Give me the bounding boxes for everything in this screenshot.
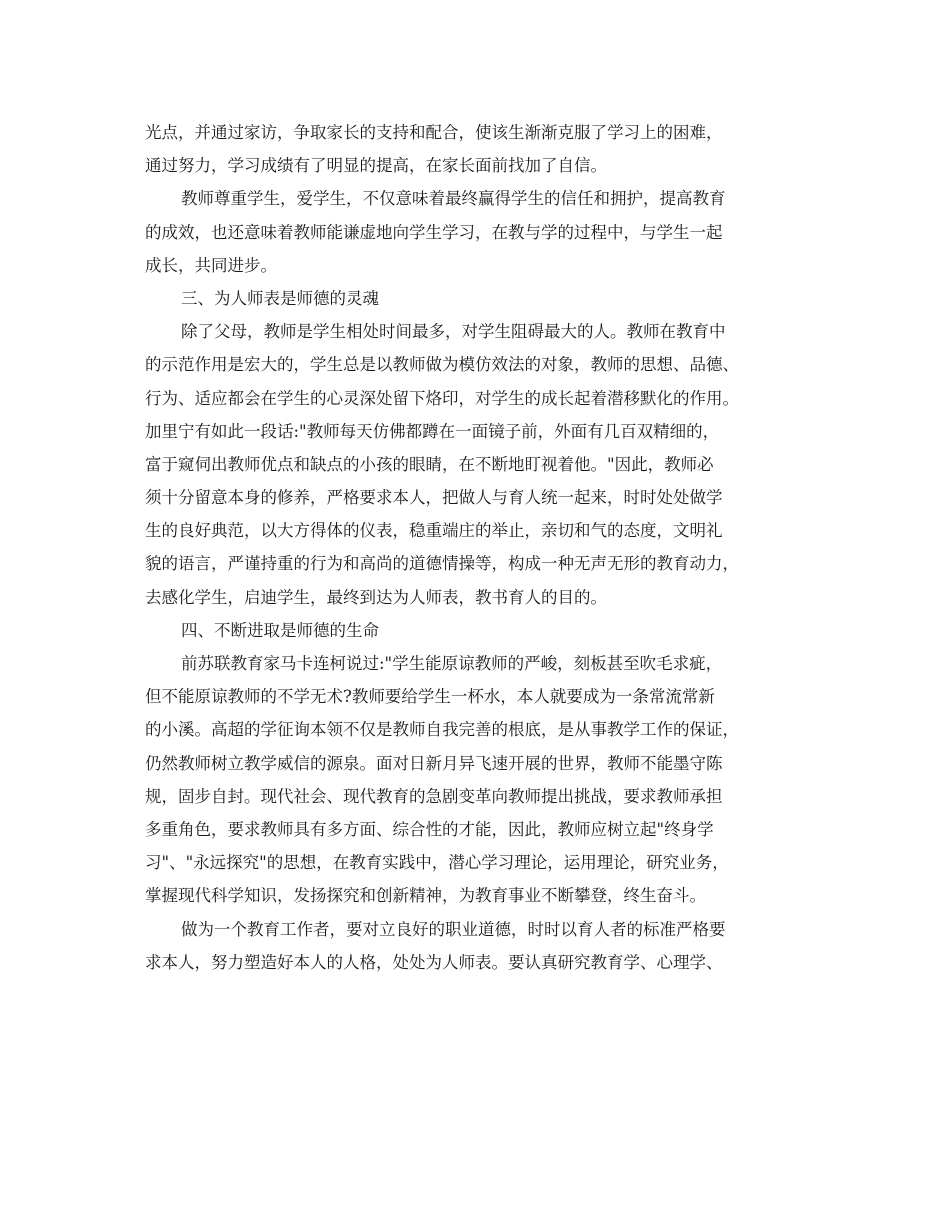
text-line: 前苏联教育家马卡连柯说过:"学生能原谅教师的严峻，刻板甚至吹毛求疵， <box>181 654 723 673</box>
text-line: 貌的语言，严谨持重的行为和高尚的道德情操等，构成一种无声无形的教育动力， <box>145 554 739 574</box>
document-body <box>145 116 810 979</box>
text-line: 生的良好典范，以大方得体的仪表，稳重端庄的举止，亲切和气的态度，文明礼 <box>145 521 723 541</box>
text-line: 通过努力，学习成绩有了明显的提高，在家长面前找加了自信。 <box>145 156 607 176</box>
text-line: 富于窥伺出教师优点和缺点的小孩的眼睛，在不断地盯视着他。"因此，教师必 <box>145 454 714 474</box>
text-line: 习"、"永远探究"的思想，在教育实践中，潜心学习理论，运用理论，研究业务， <box>145 853 729 873</box>
text-line: 教师尊重学生，爱学生，不仅意味着最终赢得学生的信任和拥护，提高教育 <box>181 189 726 209</box>
text-line: 去感化学生，启迪学生，最终到达为人师表，教书育人的目的。 <box>145 587 607 607</box>
text-line: 规，固步自封。现代社会、现代教育的急剧变革向教师提出挑战，要求教师承担 <box>145 786 723 806</box>
text-line: 四、不断进取是师德的生命 <box>181 620 379 640</box>
text-line: 光点，并通过家访，争取家长的支持和配合，使该生渐渐克服了学习上的困难， <box>145 123 723 142</box>
text-line: 的小溪。高超的学征询本领不仅是教师自我完善的根底，是从事教学工作的保证， <box>145 720 739 740</box>
text-line: 掌握现代科学知识，发扬探究和创新精神，为教育事业不断攀登，终生奋斗。 <box>145 886 706 906</box>
text-line: 求本人，努力塑造好本人的人格，处处为人师表。要认真研究教育学、心理学、 <box>145 952 723 972</box>
text-line: 的成效，也还意味着教师能谦虚地向学生学习，在教与学的过程中，与学生一起 <box>145 222 723 242</box>
text-line: 的示范作用是宏大的，学生总是以教师做为模仿效法的对象，教师的思想、品德、 <box>145 355 739 375</box>
text-line: 做为一个教育工作者，要对立良好的职业道德，时时以育人者的标准严格要 <box>181 919 726 939</box>
text-line: 多重角色，要求教师具有多方面、综合性的才能，因此，教师应树立起"终身学 <box>145 819 714 839</box>
text-line: 加里宁有如此一段话:"教师每天仿佛都蹲在一面镜子前，外面有几百双精细的， <box>145 421 720 441</box>
text-line: 仍然教师树立教学威信的源泉。面对日新月异飞速开展的世界，教师不能墨守陈 <box>145 753 723 773</box>
text-line: 行为、适应都会在学生的心灵深处留下烙印，对学生的成长起着潜移默化的作用。 <box>145 388 739 408</box>
text-line: 须十分留意本身的修养，严格要求本人，把做人与育人统一起来，时时处处做学 <box>145 488 723 508</box>
text-line: 成长，共同进步。 <box>145 255 277 275</box>
text-line: 三、为人师表是师德的灵魂 <box>181 288 379 308</box>
text-line: 除了父母，教师是学生相处时间最多，对学生阻碍最大的人。教师在教育中 <box>181 322 726 342</box>
text-line: 但不能原谅教师的不学无术?教师要给学生一杯水，本人就要成为一条常流常新 <box>145 687 715 707</box>
